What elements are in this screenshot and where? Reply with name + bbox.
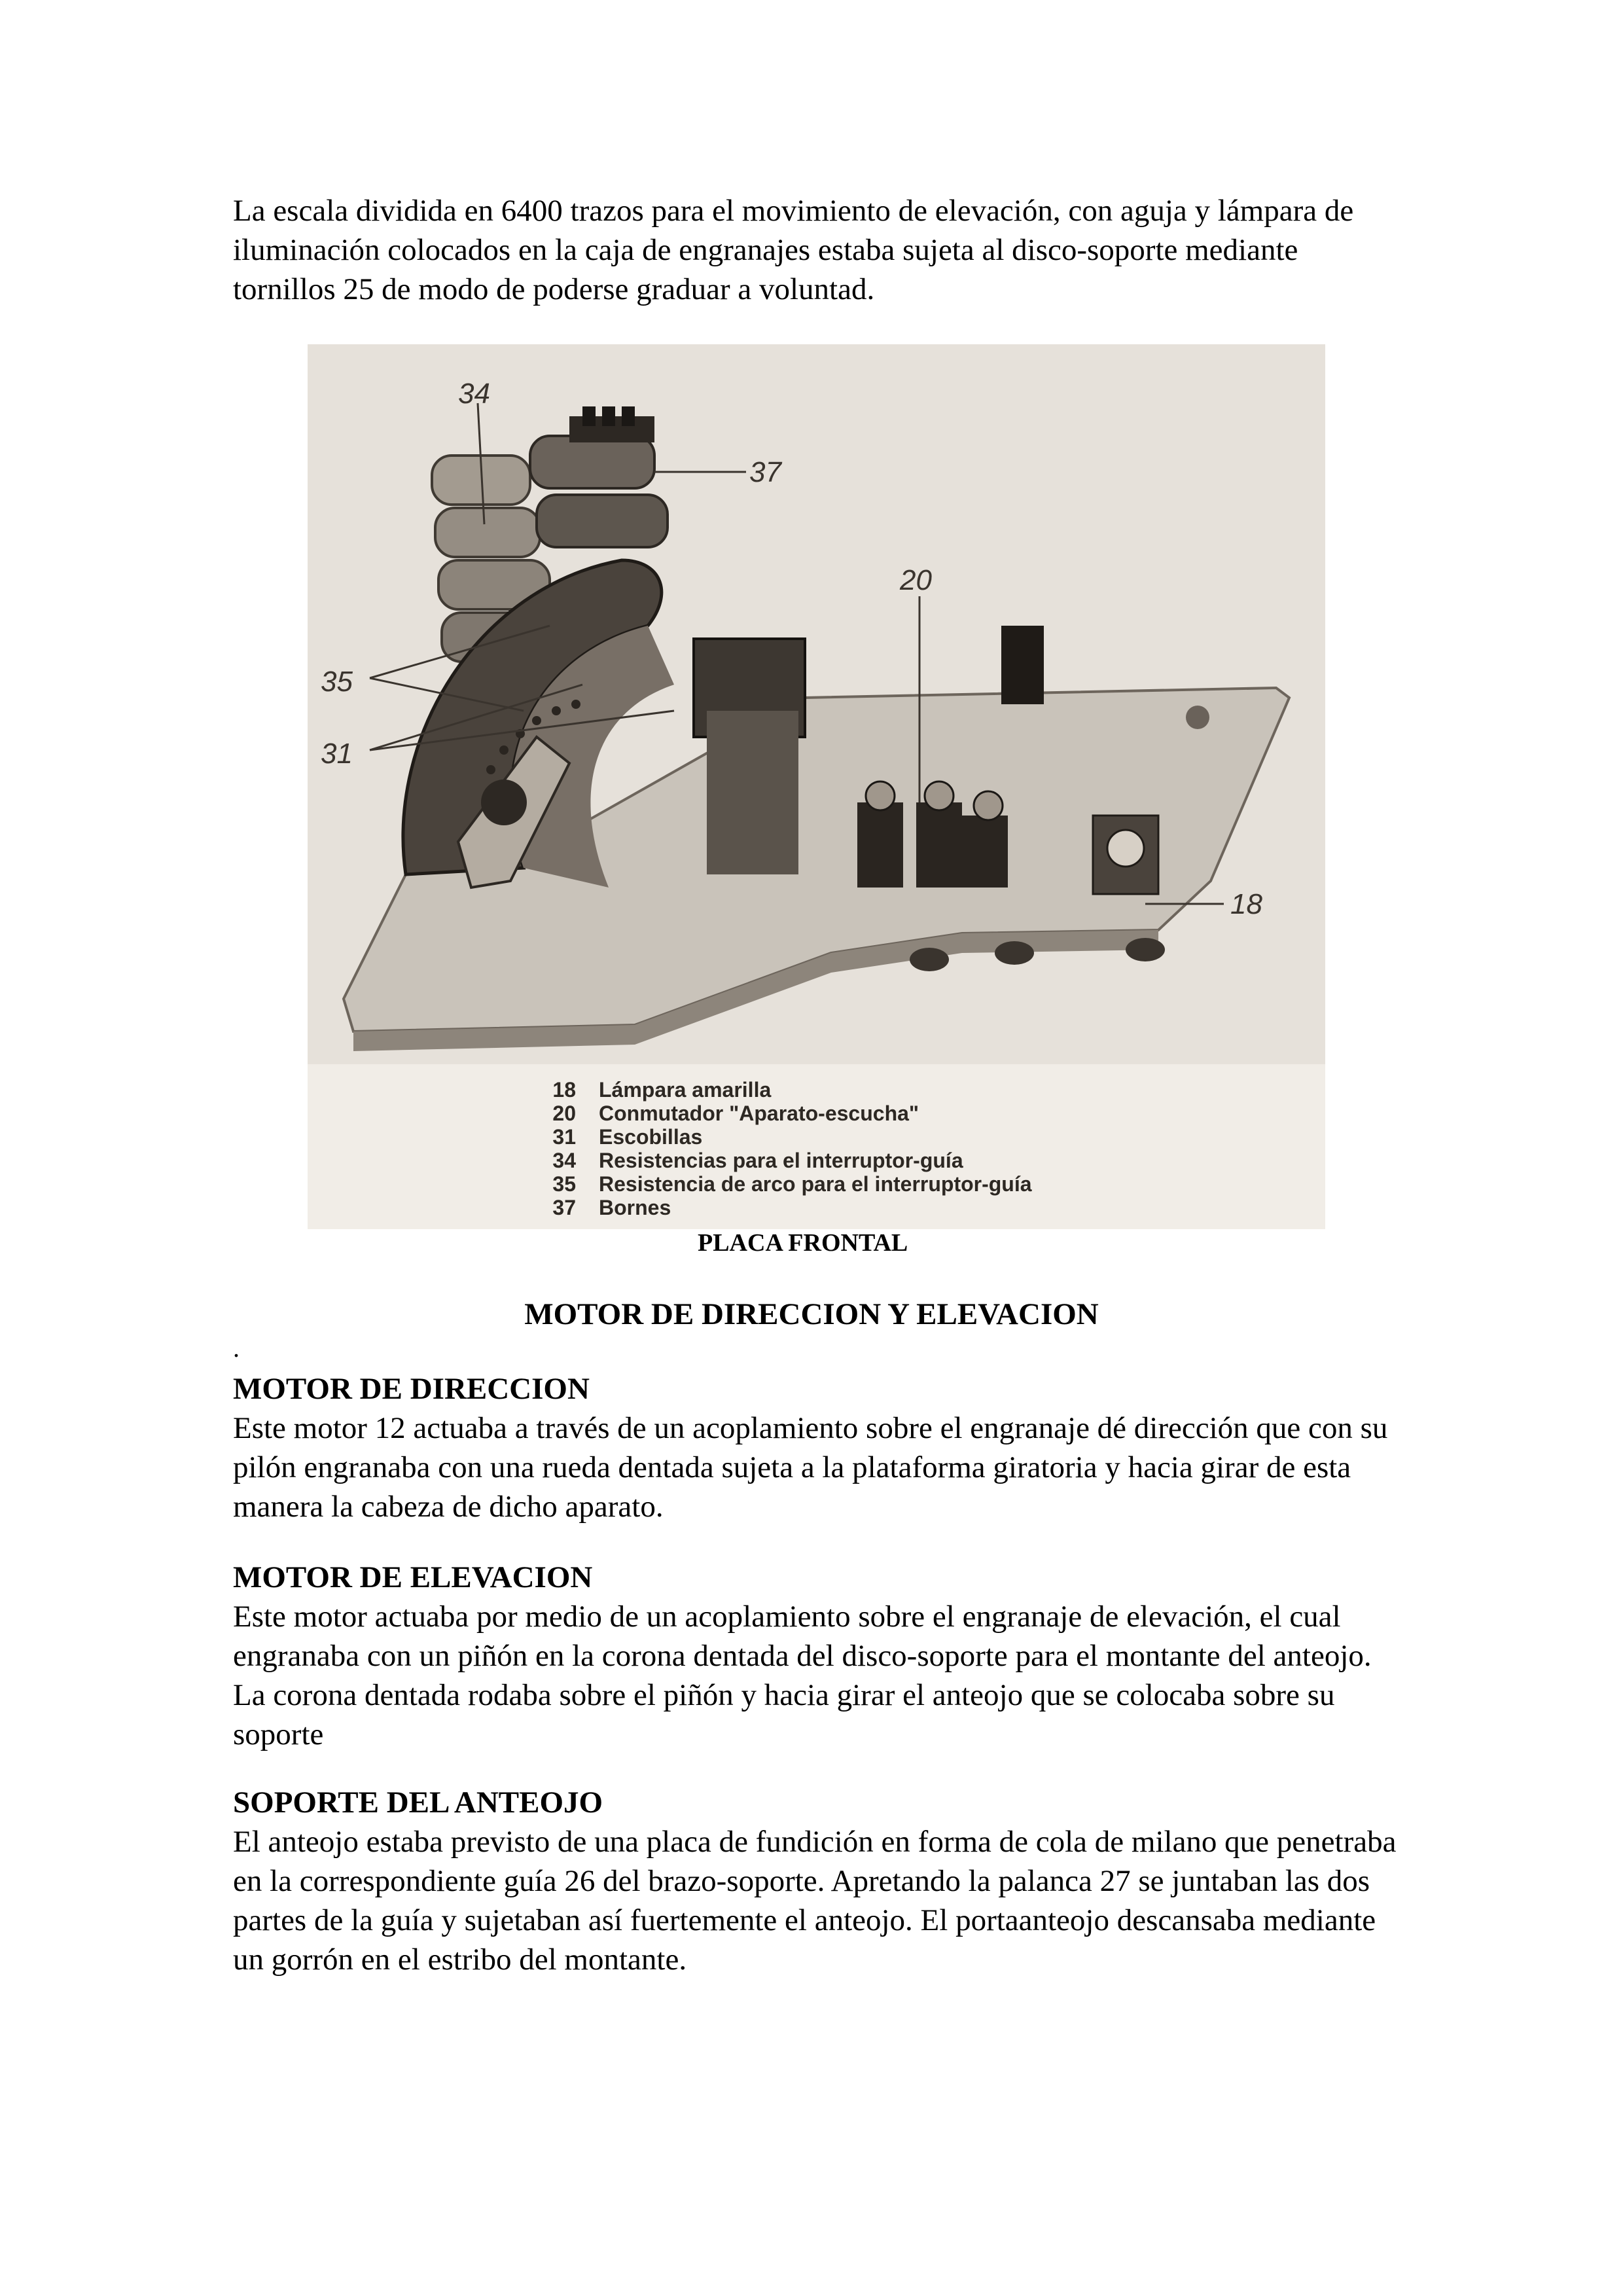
legend-text: Bornes <box>599 1196 671 1219</box>
heading-soporte-anteojo: SOPORTE DEL ANTEOJO <box>233 1785 603 1820</box>
callout-34: 34 <box>458 378 490 410</box>
legend-num: 20 <box>552 1102 576 1125</box>
legend-num: 35 <box>552 1172 576 1196</box>
legend-text: Resistencias para el interruptor-guía <box>599 1149 963 1172</box>
legend-text: Escobillas <box>599 1125 703 1149</box>
intro-paragraph: La escala dividida en 6400 trazos para el movimiento de elevación, con aguja y lámpara de iluminación colocados en la caja de engranajes estaba sujeta al disco-soporte mediante tornillos 25 de modo de poderse graduar a voluntad. <box>233 194 1354 306</box>
heading-motor-direccion: MOTOR DE DIRECCION <box>233 1372 590 1406</box>
paragraph-motor-direccion: Este motor 12 actuaba a través de un acoplamiento sobre el engranaje dé dirección que con su pilón engranaba con una rueda dentada sujeta a la plataforma giratoria y hacia girar de esta manera la cabeza de dicho aparato. <box>233 1411 1388 1524</box>
figure-caption: PLACA FRONTAL <box>698 1229 908 1257</box>
callout-35: 35 <box>321 666 353 698</box>
callout-20: 20 <box>900 564 932 596</box>
stray-dot: . <box>233 1333 240 1363</box>
paragraph-soporte-anteojo: El anteojo estaba previsto de una placa de fundición en forma de cola de milano que penetraba en la correspondiente guía 26 del brazo-soporte. Apretando la palanca 27 se juntaban las dos partes de la guía y sujetaban así fuertemente el anteojo. El portaanteojo descansaba mediante un gorrón en el estribo del montante. <box>233 1825 1397 1977</box>
legend-num: 37 <box>552 1196 576 1219</box>
callout-31: 31 <box>321 738 353 770</box>
heading-motor-elevacion: MOTOR DE ELEVACION <box>233 1560 593 1594</box>
legend-num: 31 <box>552 1125 576 1149</box>
legend-text: Conmutador "Aparato-escucha" <box>599 1102 919 1125</box>
legend-num: 34 <box>552 1149 576 1172</box>
paragraph-motor-elevacion: Este motor actuaba por medio de un acoplamiento sobre el engranaje de elevación, el cual engranaba con un piñón en la corona dentada del disco-soporte para el montante del anteojo. La corona dentada rodaba sobre el piñón y hacia girar el anteojo que se colocaba sobre su soporte <box>233 1600 1372 1751</box>
section-title: MOTOR DE DIRECCION Y ELEVACION <box>524 1297 1099 1331</box>
legend-text: Resistencia de arco para el interruptor-guía <box>599 1172 1032 1196</box>
legend-text: Lámpara amarilla <box>599 1078 772 1102</box>
legend-num: 18 <box>552 1078 576 1102</box>
front-plate-figure <box>308 344 1325 1229</box>
callout-37: 37 <box>749 456 781 488</box>
callout-18: 18 <box>1230 888 1262 920</box>
